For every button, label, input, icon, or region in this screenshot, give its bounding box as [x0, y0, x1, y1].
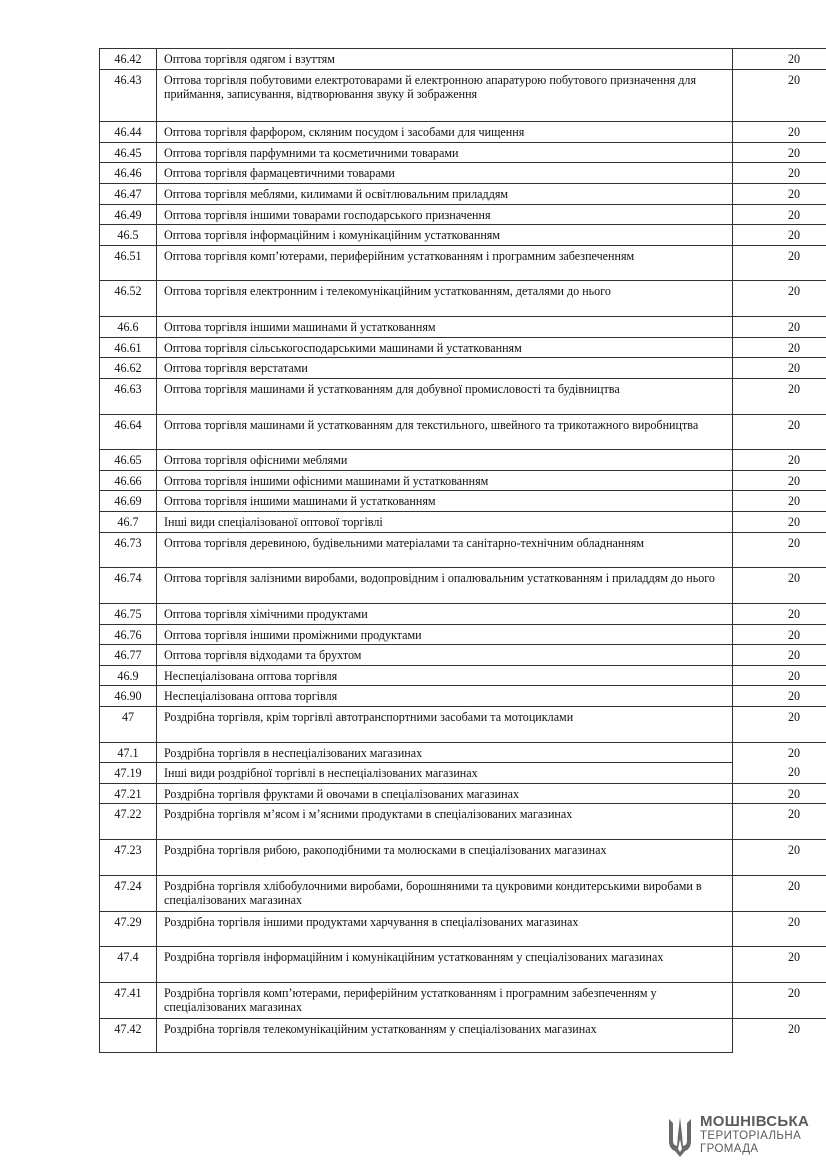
code-cell: 47.41: [99, 982, 156, 1018]
table-row: [99, 48, 801, 69]
name-cell: Роздрібна торгівля телекомунікаційним устаткованням у спеціалізованих магазинах: [156, 1018, 732, 1054]
name-cell: Роздрібна торгівля рибою, ракоподібними та молюсками в спеціалізованих магазинах: [156, 839, 732, 875]
code-cell: 46.52: [99, 280, 156, 316]
rate-cell: 20: [732, 162, 826, 183]
code-cell: 47.23: [99, 839, 156, 875]
code-cell: 46.66: [99, 470, 156, 491]
code-cell: 46.75: [99, 603, 156, 624]
rate-cell: 20: [732, 245, 826, 281]
rate-cell: 20: [732, 532, 826, 568]
code-cell: 46.46: [99, 162, 156, 183]
code-cell: 47.21: [99, 783, 156, 804]
name-cell: Роздрібна торгівля іншими продуктами харчування в спеціалізованих магазинах: [156, 911, 732, 947]
table-row: [99, 183, 801, 204]
rate-cell: 20: [732, 742, 826, 763]
table-row: [99, 337, 801, 358]
name-cell: Роздрібна торгівля інформаційним і комунікаційним устаткованням у спеціалізованих магазинах: [156, 946, 732, 982]
code-cell: 46.73: [99, 532, 156, 568]
name-cell: Оптова торгівля іншими машинами й устаткованням: [156, 316, 732, 337]
rate-cell: 20: [732, 875, 826, 911]
name-cell: Оптова торгівля машинами й устаткованням для текстильного, швейного та трикотажного виробництва: [156, 414, 732, 450]
table-row: [99, 706, 801, 742]
table-row: [99, 142, 801, 163]
table-row: [99, 982, 801, 1018]
rate-cell: 20: [732, 337, 826, 358]
name-cell: Роздрібна торгівля, крім торгівлі автотранспортними засобами та мотоциклами: [156, 706, 732, 742]
table-row: [99, 532, 801, 568]
table-row: [99, 449, 801, 470]
rate-cell: 20: [732, 142, 826, 163]
code-cell: 46.65: [99, 449, 156, 470]
name-cell: Оптова торгівля іншими проміжними продуктами: [156, 624, 732, 645]
name-cell: Оптова торгівля комп’ютерами, периферійним устаткованням і програмним забезпеченням: [156, 245, 732, 281]
table-row: [99, 685, 801, 706]
rate-cell: 20: [732, 839, 826, 875]
logo-text: [700, 1113, 809, 1156]
table-row: [99, 875, 801, 911]
rate-cell: 20: [732, 224, 826, 245]
table-row: [99, 665, 801, 686]
name-cell: Оптова торгівля деревиною, будівельними матеріалами та санітарно-технічним обладнанням: [156, 532, 732, 568]
table-row: [99, 644, 801, 665]
name-cell: Роздрібна торгівля хлібобулочними виробами, борошняними та цукровими кондитерськими виробами в спеціалізованих магазинах: [156, 875, 732, 911]
code-cell: 47.19: [99, 762, 156, 783]
logo-title: МОШНІВСЬКА: [700, 1113, 810, 1130]
code-cell: 46.44: [99, 121, 156, 142]
rate-cell: 20: [732, 69, 826, 122]
code-cell: 46.47: [99, 183, 156, 204]
name-cell: Оптова торгівля фарфором, скляним посудом і засобами для чищення: [156, 121, 732, 142]
name-cell: Роздрібна торгівля в неспеціалізованих магазинах: [156, 742, 732, 763]
code-cell: 46.62: [99, 357, 156, 378]
table-row: [99, 762, 801, 783]
table-row: [99, 603, 801, 624]
table-row: [99, 162, 801, 183]
rate-cell: 20: [732, 378, 826, 414]
name-cell: Оптова торгівля парфумними та косметичними товарами: [156, 142, 732, 163]
table-row: [99, 121, 801, 142]
table-row: [99, 245, 801, 281]
code-cell: 46.6: [99, 316, 156, 337]
rate-cell: 20: [732, 449, 826, 470]
code-cell: 46.64: [99, 414, 156, 450]
table-row: [99, 1018, 801, 1054]
table-row: [99, 490, 801, 511]
name-cell: Оптова торгівля одягом і взуттям: [156, 48, 732, 69]
code-cell: 47: [99, 706, 156, 742]
name-cell: Роздрібна торгівля комп’ютерами, периферійним устаткованням і програмним забезпеченням у спеціалізованих магазинах: [156, 982, 732, 1018]
logo-subtitle-1: ТЕРИТОРІАЛЬНА: [700, 1130, 802, 1142]
code-cell: 46.7: [99, 511, 156, 532]
name-cell: Роздрібна торгівля м’ясом і м’ясними продуктами в спеціалізованих магазинах: [156, 803, 732, 839]
table-row: [99, 378, 801, 414]
activity-codes-table: [99, 48, 801, 1053]
code-cell: 46.77: [99, 644, 156, 665]
table-row: [99, 624, 801, 645]
rate-cell: 20: [732, 357, 826, 378]
rate-cell: 20: [732, 624, 826, 645]
name-cell: Оптова торгівля хімічними продуктами: [156, 603, 732, 624]
name-cell: Оптова торгівля електронним і телекомунікаційним устаткованням, деталями до нього: [156, 280, 732, 316]
rate-cell: 20: [732, 911, 826, 947]
code-cell: 47.22: [99, 803, 156, 839]
code-cell: 46.49: [99, 204, 156, 225]
name-cell: Оптова торгівля верстатами: [156, 357, 732, 378]
rate-cell: 20: [732, 946, 826, 982]
rate-cell: 20: [732, 567, 826, 603]
code-cell: 46.51: [99, 245, 156, 281]
table-row: [99, 69, 801, 122]
code-cell: 47.4: [99, 946, 156, 982]
code-cell: 46.5: [99, 224, 156, 245]
name-cell: Оптова торгівля відходами та брухтом: [156, 644, 732, 665]
rate-cell: 20: [732, 644, 826, 665]
name-cell: Оптова торгівля сільськогосподарськими машинами й устаткованням: [156, 337, 732, 358]
code-cell: 46.43: [99, 69, 156, 122]
rate-cell: 20: [732, 204, 826, 225]
table-row: [99, 567, 801, 603]
rate-cell: 20: [732, 706, 826, 742]
name-cell: Інші види спеціалізованої оптової торгівлі: [156, 511, 732, 532]
name-cell: Інші види роздрібної торгівлі в неспеціалізованих магазинах: [156, 762, 732, 783]
table-row: [99, 911, 801, 947]
rate-cell: 20: [732, 511, 826, 532]
name-cell: Оптова торгівля залізними виробами, водопровідним і опалювальним устаткованням і приладдям до нього: [156, 567, 732, 603]
table-row: [99, 204, 801, 225]
rate-cell: 20: [732, 665, 826, 686]
rate-cell: 20: [732, 121, 826, 142]
name-cell: Неспеціалізована оптова торгівля: [156, 685, 732, 706]
rate-cell: 20: [732, 48, 826, 69]
rate-cell: 20: [732, 603, 826, 624]
trident-emblem-icon: [667, 1115, 693, 1159]
name-cell: Оптова торгівля іншими товарами господарського призначення: [156, 204, 732, 225]
name-cell: Оптова торгівля меблями, килимами й освітлювальним приладдям: [156, 183, 732, 204]
code-cell: 46.74: [99, 567, 156, 603]
table-row: [99, 946, 801, 982]
rate-cell: 20: [732, 280, 826, 316]
name-cell: Оптова торгівля інформаційним і комунікаційним устаткованням: [156, 224, 732, 245]
name-cell: Оптова торгівля фармацевтичними товарами: [156, 162, 732, 183]
table-row: [99, 511, 801, 532]
name-cell: Оптова торгівля іншими машинами й устаткованням: [156, 490, 732, 511]
table-row: [99, 783, 801, 804]
table-row: [99, 742, 801, 763]
code-cell: 46.61: [99, 337, 156, 358]
code-cell: 46.42: [99, 48, 156, 69]
code-cell: 47.42: [99, 1018, 156, 1054]
rate-cell: 20: [732, 470, 826, 491]
name-cell: Неспеціалізована оптова торгівля: [156, 665, 732, 686]
name-cell: Оптова торгівля машинами й устаткованням для добувної промисловості та будівництва: [156, 378, 732, 414]
table-row: [99, 316, 801, 337]
table-row: [99, 357, 801, 378]
logo-subtitle-2: ГРОМАДА: [700, 1143, 759, 1155]
code-cell: 46.90: [99, 685, 156, 706]
table-row: [99, 839, 801, 875]
rate-cell: 20: [732, 685, 826, 706]
table-row: [99, 803, 801, 839]
table-row: [99, 280, 801, 316]
name-cell: Оптова торгівля іншими офісними машинами й устаткованням: [156, 470, 732, 491]
name-cell: Оптова торгівля побутовими електротоварами й електронною апаратурою побутового призначення для приймання, записування, відтворювання звуку й зображення: [156, 69, 732, 122]
rate-cell: 20: [732, 1018, 826, 1054]
code-cell: 46.63: [99, 378, 156, 414]
rate-cell: 20: [732, 982, 826, 1018]
rate-cell: 20: [732, 762, 826, 783]
rate-cell: 20: [732, 316, 826, 337]
code-cell: 46.76: [99, 624, 156, 645]
code-cell: 46.69: [99, 490, 156, 511]
code-cell: 47.1: [99, 742, 156, 763]
rate-cell: 20: [732, 803, 826, 839]
table-row: [99, 470, 801, 491]
code-cell: 46.9: [99, 665, 156, 686]
rate-cell: 20: [732, 783, 826, 804]
table-row: [99, 224, 801, 245]
code-cell: 46.45: [99, 142, 156, 163]
rate-cell: 20: [732, 414, 826, 450]
name-cell: Оптова торгівля офісними меблями: [156, 449, 732, 470]
code-cell: 47.24: [99, 875, 156, 911]
table-row: [99, 414, 801, 450]
rate-cell: 20: [732, 490, 826, 511]
community-logo: [667, 1113, 810, 1161]
code-cell: 47.29: [99, 911, 156, 947]
name-cell: Роздрібна торгівля фруктами й овочами в спеціалізованих магазинах: [156, 783, 732, 804]
rate-cell: 20: [732, 183, 826, 204]
